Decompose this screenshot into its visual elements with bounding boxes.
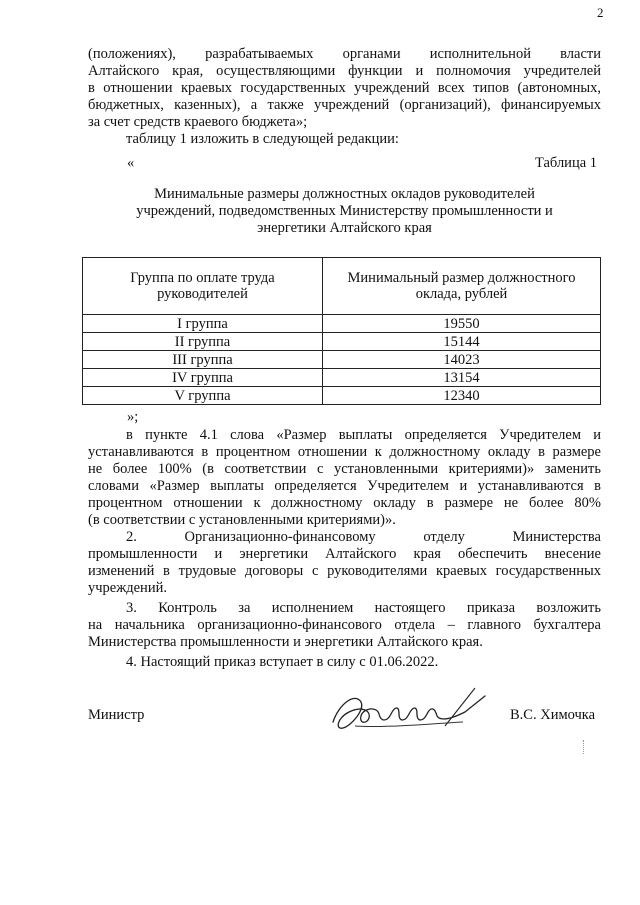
group-cell: IV группа xyxy=(83,369,323,387)
text-line: (положениях), разрабатываемых органами исполнительной власти xyxy=(88,46,601,62)
text-line: 4. Настоящий приказ вступает в силу с 01.06.2022. xyxy=(126,654,439,670)
text-line: 2. Организационно-финансовому отделу Министерства xyxy=(126,529,601,545)
signer-position: Министр xyxy=(88,707,145,723)
text-line: в отношении краевых государственных учреждений всех типов (автономных, xyxy=(88,80,601,96)
text-line: не более 100% (в соответствии с установленными критериями)» заменить xyxy=(88,461,601,477)
open-quote: « xyxy=(127,155,135,171)
paragraph-2 xyxy=(88,529,601,597)
text-line: процентном отношении к должностному окладу в размере не более 80% xyxy=(88,495,601,511)
heading-line: Минимальные размеры должностных окладов руководителей xyxy=(154,186,535,202)
paragraph-4 xyxy=(88,654,601,671)
text-line: Алтайского края, осуществляющими функции и полномочия учредителей xyxy=(88,63,601,79)
text-line: (в соответствии с установленными критериями)». xyxy=(88,512,396,528)
table-row xyxy=(83,369,601,387)
heading-line: учреждений, подведомственных Министерству промышленности и xyxy=(136,203,553,219)
table-header-row xyxy=(83,258,601,315)
text-line: за счет средств краевого бюджета»; xyxy=(88,114,308,130)
salary-cell: 15144 xyxy=(323,333,601,351)
text-line: словами «Размер выплаты определяется Учредителем и устанавливаются в xyxy=(88,478,601,494)
handwritten-signature xyxy=(325,682,495,737)
table-row xyxy=(83,351,601,369)
page-number: 2 xyxy=(597,5,604,20)
text-line: бюджетных, казенных), а также учреждений (организаций), финансируемых xyxy=(88,97,601,113)
paragraph-3 xyxy=(88,600,601,651)
text-line: учреждений. xyxy=(88,580,167,596)
signer-name: В.С. Химочка xyxy=(510,707,596,723)
table-label: Таблица 1 xyxy=(535,155,598,171)
group-cell: I группа xyxy=(83,315,323,333)
salary-cell: 19550 xyxy=(323,315,601,333)
table-row xyxy=(83,315,601,333)
text-line: Министерства промышленности и энергетики Алтайского края. xyxy=(88,634,483,650)
table-row xyxy=(83,333,601,351)
table-row xyxy=(83,387,601,405)
text-line: изменений в трудовые договоры с руководителями краевых государственных xyxy=(88,563,601,579)
group-cell: V группа xyxy=(83,387,323,405)
intro-paragraph xyxy=(88,46,601,148)
column-header-salary: Минимальный размер должностного оклада, рублей xyxy=(323,258,601,315)
group-cell: II группа xyxy=(83,333,323,351)
text-line: в пункте 4.1 слова «Размер выплаты определяется Учредителем и xyxy=(126,427,601,443)
table-heading xyxy=(88,186,601,237)
text-line: устанавливаются в процентном отношении к должностному окладу в размере xyxy=(88,444,601,460)
salary-cell: 14023 xyxy=(323,351,601,369)
text-line: на начальника организационно-финансового отдела – главного бухгалтера xyxy=(88,617,601,633)
salary-table xyxy=(82,257,601,405)
group-cell: III группа xyxy=(83,351,323,369)
text-line: промышленности и энергетики Алтайского края обеспечить внесение xyxy=(88,546,601,562)
column-header-group: Группа по оплате труда руководителей xyxy=(83,258,323,315)
margin-mark xyxy=(583,740,585,754)
table-intro-line: таблицу 1 изложить в следующей редакции: xyxy=(126,131,399,147)
salary-cell: 12340 xyxy=(323,387,601,405)
close-quote: »; xyxy=(127,409,139,425)
heading-line: энергетики Алтайского края xyxy=(257,220,432,236)
salary-cell: 13154 xyxy=(323,369,601,387)
paragraph-4-1 xyxy=(88,427,601,529)
text-line: 3. Контроль за исполнением настоящего приказа возложить xyxy=(126,600,601,616)
